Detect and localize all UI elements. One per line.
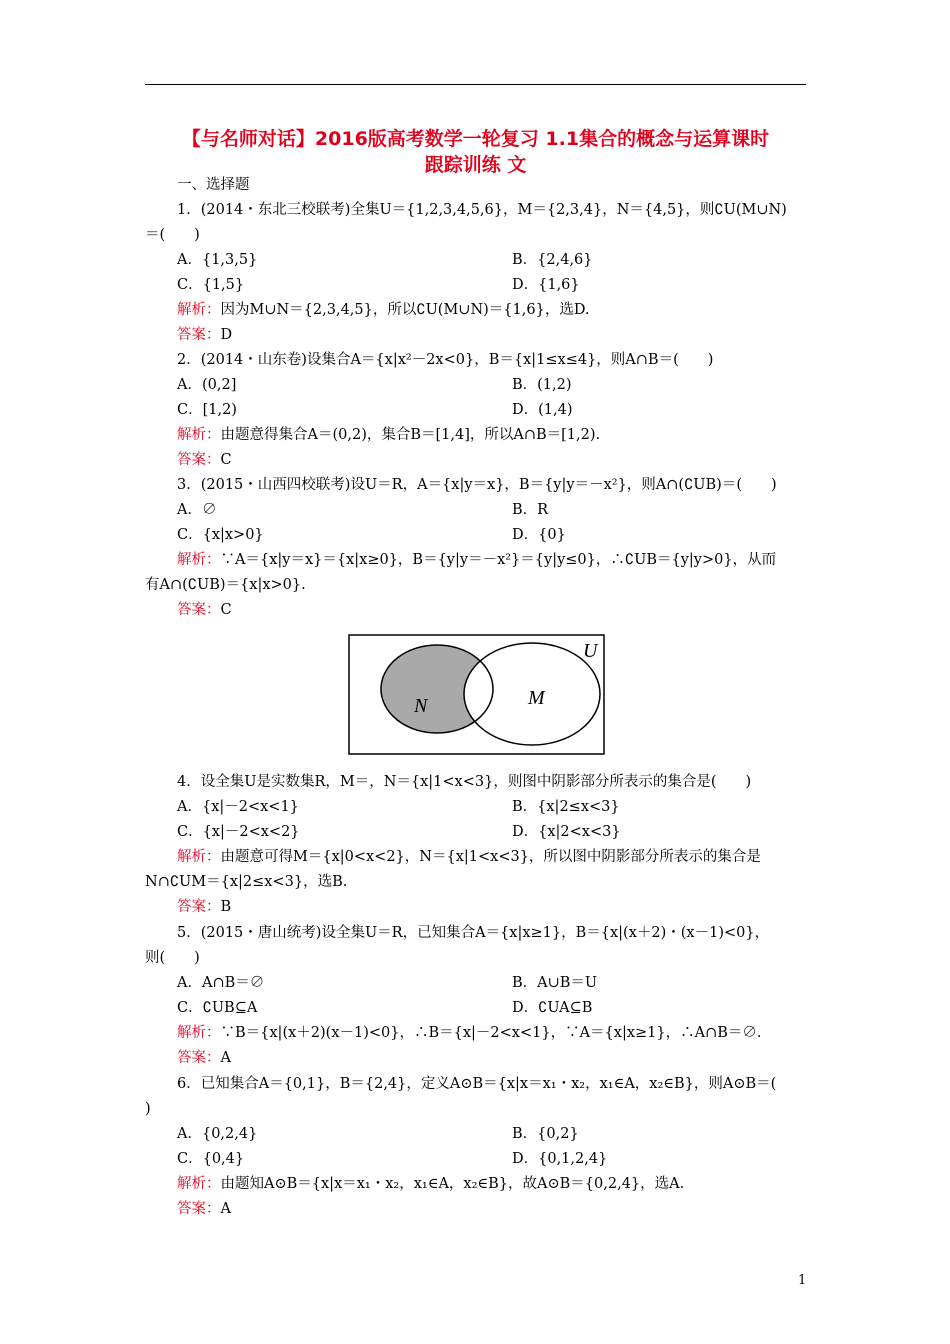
q5-stem: 5．(2015・唐山统考)设全集U＝R，已知集合A＝{x|x≥1}，B＝{x|(x＋2)・(x－1)<0}， [177, 925, 770, 941]
analysis-label: 解析： [177, 849, 221, 865]
analysis-text: ∵A＝{x|y＝x}＝{x|x≥0}，B＝{y|y＝－x²}＝{y|y≤0}，∴∁UB＝{y|y>0}，从而 [220, 552, 777, 568]
q5-option-a: A．A∩B＝∅ [177, 975, 265, 991]
analysis-text: 由题知A⊙B＝{x|x＝x₁・x₂，x₁∈A，x₂∈B}，故A⊙B＝{0,2,4}，选A. [220, 1176, 685, 1192]
q3-option-a: A．∅ [177, 502, 217, 518]
q2-stem: 2．(2014・山东卷)设集合A＝{x|x²－2x<0}，B＝{x|1≤x≤4}，则A∩B＝( ) [177, 352, 714, 368]
q5-analysis [177, 1023, 762, 1043]
q5-option-b: B．A∪B＝U [512, 975, 598, 991]
analysis-label: 解析： [177, 1025, 221, 1041]
q4-option-c: C．{x|－2<x<2} [177, 824, 300, 840]
q3-option-c: C．{x|x>0} [177, 527, 264, 543]
q3-option-d: D．{0} [512, 527, 566, 543]
answer-label: 答案： [177, 899, 221, 915]
q4-option-b: B．{x|2≤x<3} [512, 799, 620, 815]
section-heading: 一、选择题 [177, 177, 250, 193]
q2-option-a: A．(0,2] [177, 377, 237, 393]
answer-value: A [220, 1050, 231, 1066]
answer-value: D [220, 327, 233, 343]
q3-stem: 3．(2015・山西四校联考)设U＝R，A＝{x|y＝x}，B＝{y|y＝－x²}，则A∩(∁UB)＝( ) [177, 477, 777, 493]
q6-option-c: C．{0,4} [177, 1151, 245, 1167]
doc-title-line1: 【与名师对话】2016版高考数学一轮复习 1.1集合的概念与运算课时 [181, 128, 770, 150]
q4-option-a: A．{x|－2<x<1} [177, 799, 299, 815]
analysis-text: 由题意可得M＝{x|0<x<2}，N＝{x|1<x<3}，所以图中阴影部分所表示的集合是 [220, 849, 761, 865]
q1-option-b: B．{2,4,6} [512, 252, 593, 268]
answer-label: 答案： [177, 327, 221, 343]
q1-stem-cont: ＝( ) [145, 227, 200, 243]
answer-value: C [220, 452, 232, 468]
page-number: 1 [798, 1273, 807, 1288]
q6-option-b: B．{0,2} [512, 1126, 579, 1142]
q2-option-b: B．(1,2) [512, 377, 572, 393]
venn-shaded-region [349, 635, 604, 754]
answer-value: C [220, 602, 232, 618]
q6-option-d: D．{0,1,2,4} [512, 1151, 608, 1167]
q3-analysis-cont: 有A∩(∁UB)＝{x|x>0}. [145, 577, 306, 593]
q5-answer [177, 1048, 231, 1068]
q2-option-c: C．[1,2) [177, 402, 237, 418]
q5-option-d: D．∁UA⊆B [512, 1000, 593, 1016]
answer-label: 答案： [177, 1050, 221, 1066]
answer-label: 答案： [177, 1201, 221, 1217]
q4-option-d: D．{x|2<x<3} [512, 824, 621, 840]
q5-stem-cont: 则( ) [145, 950, 200, 966]
venn-label-m: M [528, 687, 545, 709]
q6-analysis [177, 1174, 684, 1194]
analysis-label: 解析： [177, 427, 221, 443]
answer-label: 答案： [177, 602, 221, 618]
q6-option-a: A．{0,2,4} [177, 1126, 258, 1142]
q1-stem: 1．(2014・东北三校联考)全集U＝{1,2,3,4,5,6}，M＝{2,3,4}，N＝{4,5}，则∁U(M∪N) [177, 202, 787, 218]
q4-analysis [177, 847, 761, 867]
q1-option-c: C．{1,5} [177, 277, 245, 293]
analysis-text: ∵B＝{x|(x＋2)(x－1)<0}，∴B＝{x|－2<x<1}，∵A＝{x|x≥1}，∴A∩B＝∅. [220, 1025, 762, 1041]
analysis-text: 由题意得集合A＝(0,2)，集合B＝[1,4]，所以A∩B＝[1,2). [220, 427, 601, 443]
q3-option-b: B．R [512, 502, 549, 518]
analysis-label: 解析： [177, 1176, 221, 1192]
q5-option-c: C．∁UB⊆A [177, 1000, 258, 1016]
q4-stem: 4．设全集U是实数集R，M＝，N＝{x|1<x<3}，则图中阴影部分所表示的集合是( ) [177, 774, 752, 790]
q2-option-d: D．(1,4) [512, 402, 573, 418]
q4-answer [177, 897, 231, 917]
q4-analysis-cont: N∩∁UM＝{x|2≤x<3}，选B. [145, 874, 348, 890]
answer-value: A [220, 1201, 231, 1217]
answer-label: 答案： [177, 452, 221, 468]
q1-option-d: D．{1,6} [512, 277, 580, 293]
doc-title-line2: 跟踪训练 文 [424, 154, 527, 176]
q6-stem-cont: ) [145, 1101, 151, 1117]
analysis-label: 解析： [177, 302, 221, 318]
answer-value: B [220, 899, 232, 915]
q6-answer [177, 1199, 231, 1219]
analysis-label: 解析： [177, 552, 221, 568]
venn-label-n: N [414, 695, 428, 717]
q6-stem: 6．已知集合A＝{0,1}，B＝{2,4}，定义A⊙B＝{x|x＝x₁・x₂，x₁∈A，x₂∈B}，则A⊙B＝( [177, 1076, 777, 1092]
analysis-text: 因为M∪N＝{2,3,4,5}，所以∁U(M∪N)＝{1,6}，选D. [220, 302, 590, 318]
q1-option-a: A．{1,3,5} [177, 252, 258, 268]
venn-label-u: U [583, 640, 598, 662]
